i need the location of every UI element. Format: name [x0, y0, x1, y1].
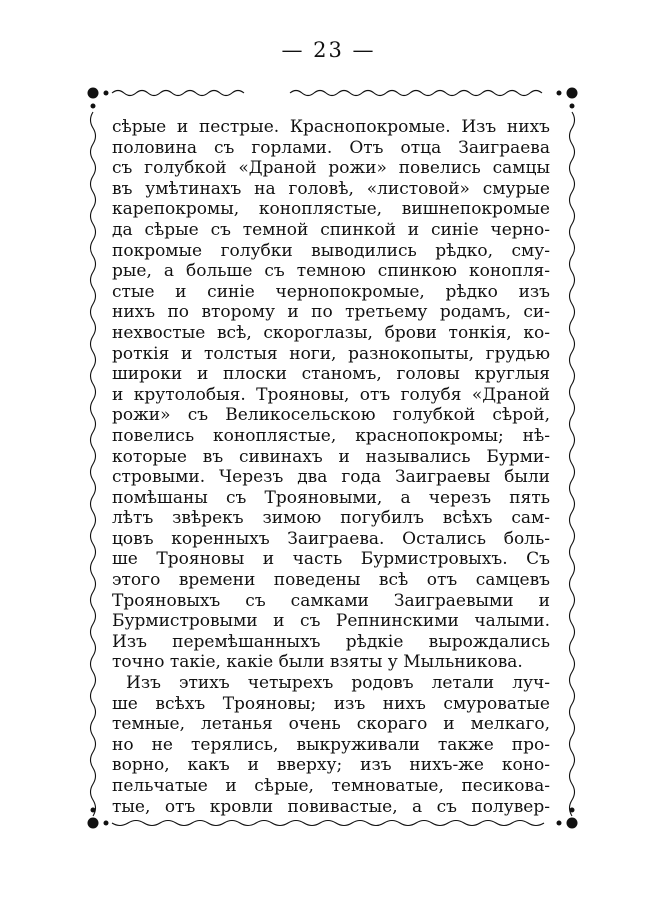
top-border-left [112, 91, 244, 96]
text-line: рые, а больше съ темною спинкою конопля- [112, 261, 550, 282]
text-line: но не терялись, выкруживали также про- [112, 734, 550, 755]
text-line: ше Трояновы и часть Бурмистровыхъ. Съ [112, 549, 550, 570]
text-line: широки и плоски станомъ, головы круглыя [112, 364, 550, 385]
text-line: Бурмистровыми и съ Репнинскими чалыми. [112, 611, 550, 632]
text-line: темные, летанья очень скораго и мелкаго, [112, 714, 550, 735]
text-line: повелись коноплястые, краснопокромы; нѣ- [112, 425, 550, 446]
text-line: рожи» съ Великосельскою голубкой сѣрой, [112, 405, 550, 426]
text-line: покромые голубки выводились рѣдко, сму- [112, 240, 550, 261]
text-line: ворно, какъ и вверху; изъ нихъ-же коно- [112, 755, 550, 776]
corner-ornament-bottom-left [88, 808, 109, 829]
right-border [570, 112, 575, 816]
corner-ornament-top-right [557, 88, 578, 109]
text-line: стые и синіе чернопокромые, рѣдко изъ [112, 281, 550, 302]
text-line: стровыми. Черезъ два года Заиграевы были [112, 467, 550, 488]
text-line: нихъ по второму и по третьему родамъ, си- [112, 302, 550, 323]
text-line: да сѣрые съ темной спинкой и синіе черно- [112, 219, 550, 240]
text-line: съ голубкой «Драной рожи» повелись самцы [112, 158, 550, 179]
text-line: точно такіе, какіе были взяты у Мыльникова. [112, 652, 523, 673]
bottom-border [112, 821, 544, 826]
text-line: лѣтъ звѣрекъ зимою погубилъ всѣхъ сам- [112, 508, 550, 529]
text-line: этого времени поведены всѣ отъ самцевъ [112, 570, 550, 591]
text-line: цовъ коренныхъ Заиграева. Остались боль- [112, 528, 550, 549]
text-line: Изъ перемѣшанныхъ рѣдкіе вырождались [112, 631, 550, 652]
text-line: пельчатые и сѣрые, темноватые, песикова- [112, 776, 550, 796]
text-line: нехвостые всѣ, скороглазы, брови тонкія, ко- [112, 322, 550, 343]
text-line: Трояновыхъ съ самками Заиграевыми и [112, 590, 550, 611]
top-border-right [290, 91, 542, 96]
text-line: и крутолобыя. Трояновы, отъ голубя «Драной [112, 384, 550, 405]
corner-ornament-bottom-right [557, 808, 578, 829]
body-text [112, 117, 550, 817]
text-line: тые, отъ кровли повивастые, а съ полувер- [112, 796, 550, 817]
corner-ornament-top-left [88, 88, 109, 109]
text-line: роткія и толстыя ноги, разнокопыты, грудью [112, 343, 550, 364]
text-line: помѣшаны съ Трояновыми, а черезъ пять [112, 487, 550, 508]
text-line: сѣрые и пестрые. Краснопокромые. Изъ нихъ [112, 117, 550, 137]
text-line: Изъ этихъ четырехъ родовъ летали луч- [126, 673, 550, 694]
text-line: въ умѣтинахъ на головѣ, «листовой» смурые [112, 178, 550, 199]
text-line: которые въ сивинахъ и назывались Бурми- [112, 446, 550, 467]
text-line: карепокромы, коноплястые, вишнепокромые [112, 199, 550, 220]
left-border [91, 112, 96, 816]
page-number: — 23 — [281, 38, 376, 62]
text-line: ше всѣхъ Трояновы; изъ нихъ смуроватые [112, 693, 550, 714]
text-line: половина съ горлами. Отъ отца Заиграева [112, 137, 550, 158]
